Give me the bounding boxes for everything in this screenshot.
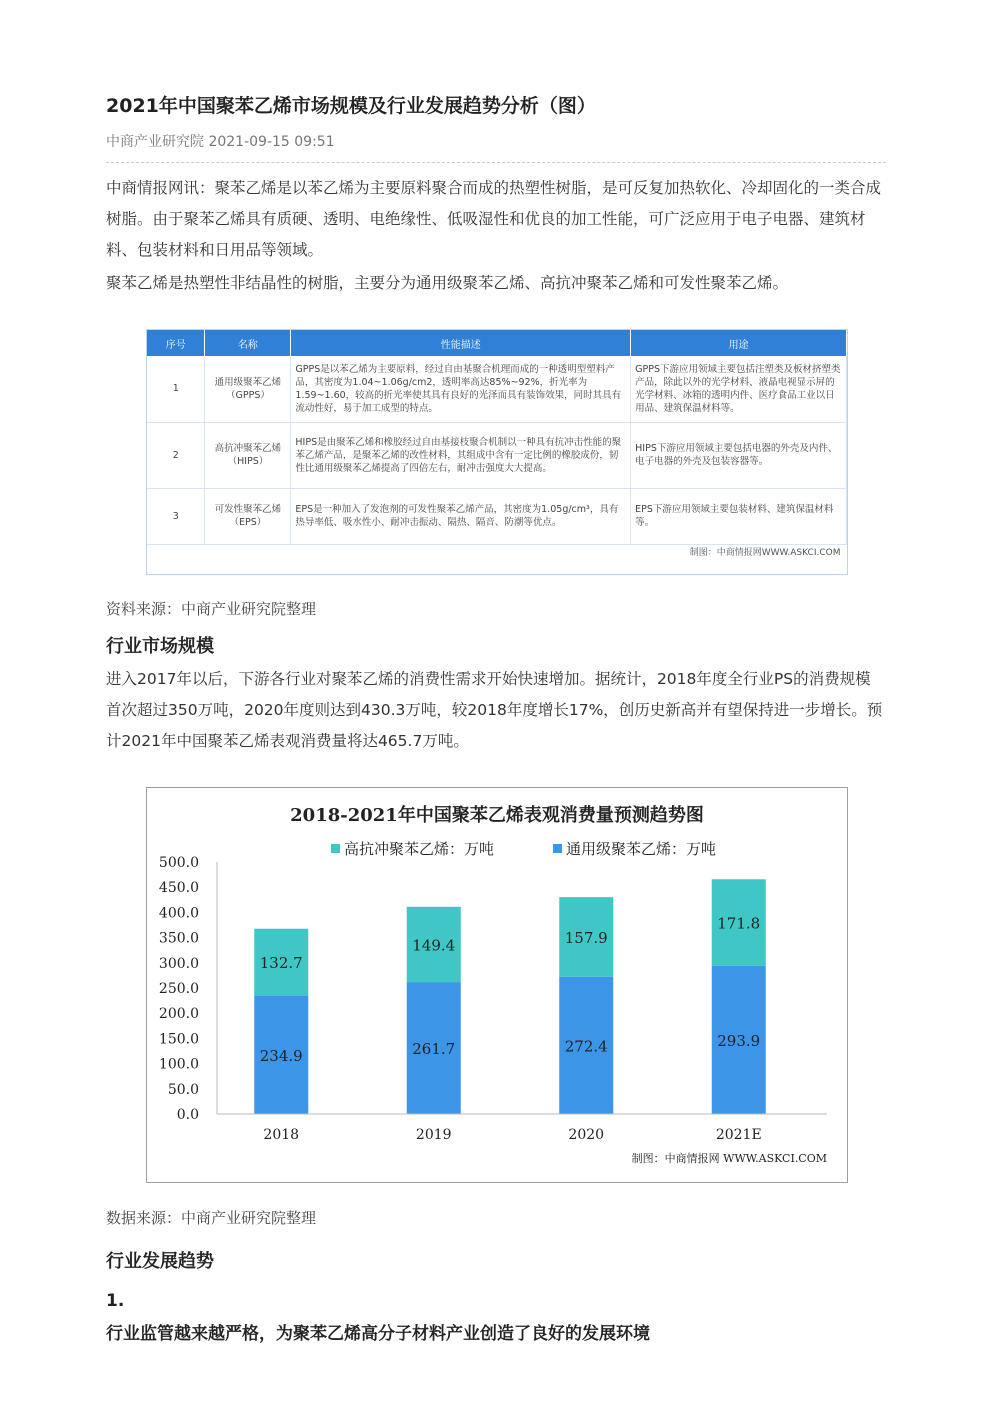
- divider: [106, 162, 886, 163]
- x-tick-label: 2021E: [715, 1127, 762, 1143]
- section-heading-market: 行业市场规模: [106, 636, 214, 657]
- row-number: 3: [147, 488, 205, 544]
- product-description: GPPS是以苯乙烯为主要原料，经过自由基聚合机理而成的一种透明型塑料产品，其密度为1.04~1.06g/cm2，透明率高达85%~92%，折光率为1.59~1.60，较高的折光率使其具有良好的光泽而具有装饰效果，同时其具有流动性好，易于加工成型的特点。: [291, 356, 631, 422]
- x-tick-label: 2018: [263, 1127, 300, 1143]
- market-paragraph: 进入2017年以后，下游各行业对聚苯乙烯的消费性需求开始快速增加。据统计，2018年度全行业PS的消费规模首次超过350万吨，2020年度则达到430.3万吨，较2018年度增长17%，创历史新高并有望保持进一步增长。预计2021年中国聚苯乙烯表观消费量将达465.7万吨。: [106, 670, 883, 750]
- y-tick-label: 500.0: [158, 855, 199, 871]
- y-tick-label: 350.0: [158, 930, 199, 947]
- x-tick-label: 2020: [568, 1127, 605, 1143]
- y-tick-label: 250.0: [158, 981, 199, 997]
- table-header-row: [147, 330, 847, 356]
- product-table: [147, 330, 847, 562]
- chart-legend: [331, 840, 716, 858]
- legend-label: 通用级聚苯乙烯：万吨: [566, 840, 717, 858]
- data-label: 272.4: [564, 1037, 608, 1056]
- table-credit-row: [147, 544, 847, 562]
- product-name: 通用级聚苯乙烯（GPPS）: [205, 356, 291, 422]
- y-tick-label: 450.0: [158, 880, 199, 897]
- chart-credit: 制图：中商情报网 WWW.ASKCI.COM: [631, 1152, 827, 1165]
- data-label: 261.7: [412, 1040, 456, 1059]
- product-use: HIPS下游应用领域主要包括电器的外壳及内件、电子电器的外壳及包装容器等。: [631, 422, 847, 488]
- section-heading-trend: 行业发展趋势: [106, 1251, 214, 1272]
- chart-title: 2018-2021年中国聚苯乙烯表观消费量预测趋势图: [290, 805, 704, 826]
- trend-number: 1.: [106, 1291, 125, 1311]
- product-name: 高抗冲聚苯乙烯（HIPS）: [205, 422, 291, 488]
- legend-swatch: [553, 844, 562, 853]
- data-label: 157.9: [564, 928, 608, 947]
- row-number: 1: [147, 356, 205, 422]
- y-tick-label: 150.0: [158, 1031, 199, 1048]
- product-description: EPS是一种加入了发泡剂的可发性聚苯乙烯产品，其密度为1.05g/cm³，具有热导率低、吸水性小、耐冲击振动、隔热、隔音、防潮等优点。: [291, 488, 631, 544]
- table-source: 资料来源：中商产业研究院整理: [106, 600, 317, 618]
- product-table-image: [146, 329, 848, 575]
- chart-bars: [254, 879, 766, 1114]
- y-axis: [159, 855, 217, 1123]
- table-header-cell: 序号: [147, 330, 205, 356]
- intro-paragraph: 中商情报网讯：聚苯乙烯是以苯乙烯为主要原料聚合而成的热塑性树脂，是可反复加热软化、冷却固化的一类合成树脂。由于聚苯乙烯具有质硬、透明、电绝缘性、低吸湿性和优良的加工性能，可广泛应用于电子电器、建筑材料、包装材料和日用品等领域。: [106, 179, 882, 259]
- table-header-cell: 名称: [205, 330, 291, 356]
- table-header-cell: 用途: [631, 330, 847, 356]
- y-tick-label: 50.0: [167, 1081, 199, 1098]
- y-tick-label: 0.0: [176, 1107, 199, 1123]
- x-tick-label: 2019: [415, 1127, 452, 1143]
- table-row: [147, 356, 847, 422]
- article-source-date: 中商产业研究院 2021-09-15 09:51: [106, 134, 335, 150]
- table-header-cell: 性能描述: [291, 330, 631, 356]
- data-label: 171.8: [717, 914, 761, 933]
- y-tick-label: 100.0: [158, 1056, 199, 1073]
- chart-svg: [147, 788, 847, 1182]
- product-use: EPS下游应用领域主要包装材料、建筑保温材料等。: [631, 488, 847, 544]
- x-axis: [217, 1114, 827, 1143]
- article: [106, 88, 886, 299]
- chart-source: 数据来源：中商产业研究院整理: [106, 1209, 317, 1227]
- data-label: 132.7: [259, 954, 303, 973]
- product-description: HIPS是由聚苯乙烯和橡胶经过自由基接枝聚合机制以一种具有抗冲击性能的聚苯乙烯产品，是聚苯乙烯的改性材料，其组成中含有一定比例的橡胶成份，韧性比通用级聚苯乙烯提高了四倍左右，耐冲击强度大大提高。: [291, 422, 631, 488]
- trend-heading: 行业监管越来越严格，为聚苯乙烯高分子材料产业创造了良好的发展环境: [106, 1324, 650, 1344]
- product-name: 可发性聚苯乙烯（EPS）: [205, 488, 291, 544]
- row-number: 2: [147, 422, 205, 488]
- article-title: 2021年中国聚苯乙烯市场规模及行业发展趋势分析（图）: [106, 95, 596, 117]
- data-label: 234.9: [259, 1046, 303, 1065]
- table-row: [147, 422, 847, 488]
- classification-paragraph: 聚苯乙烯是热塑性非结晶性的树脂，主要分为通用级聚苯乙烯、高抗冲聚苯乙烯和可发性聚苯乙烯。: [106, 274, 789, 292]
- legend-label: 高抗冲聚苯乙烯：万吨: [344, 840, 495, 858]
- consumption-chart: [146, 787, 848, 1183]
- table-credit: 制图：中商情报网WWW.ASKCI.COM: [689, 547, 841, 558]
- product-use: GPPS下游应用领域主要包括注塑类及板材挤塑类产品，除此以外的光学材料、液晶电视显示屏的光学材料、冰箱的透明内件、医疗食品工业以日用品、建筑保温材料等。: [631, 356, 847, 422]
- data-label: 293.9: [717, 1031, 761, 1050]
- y-tick-label: 400.0: [158, 905, 199, 922]
- y-tick-label: 300.0: [158, 955, 199, 972]
- data-label: 149.4: [412, 936, 456, 955]
- legend-swatch: [331, 844, 340, 853]
- y-tick-label: 200.0: [158, 1006, 199, 1023]
- table-row: [147, 488, 847, 544]
